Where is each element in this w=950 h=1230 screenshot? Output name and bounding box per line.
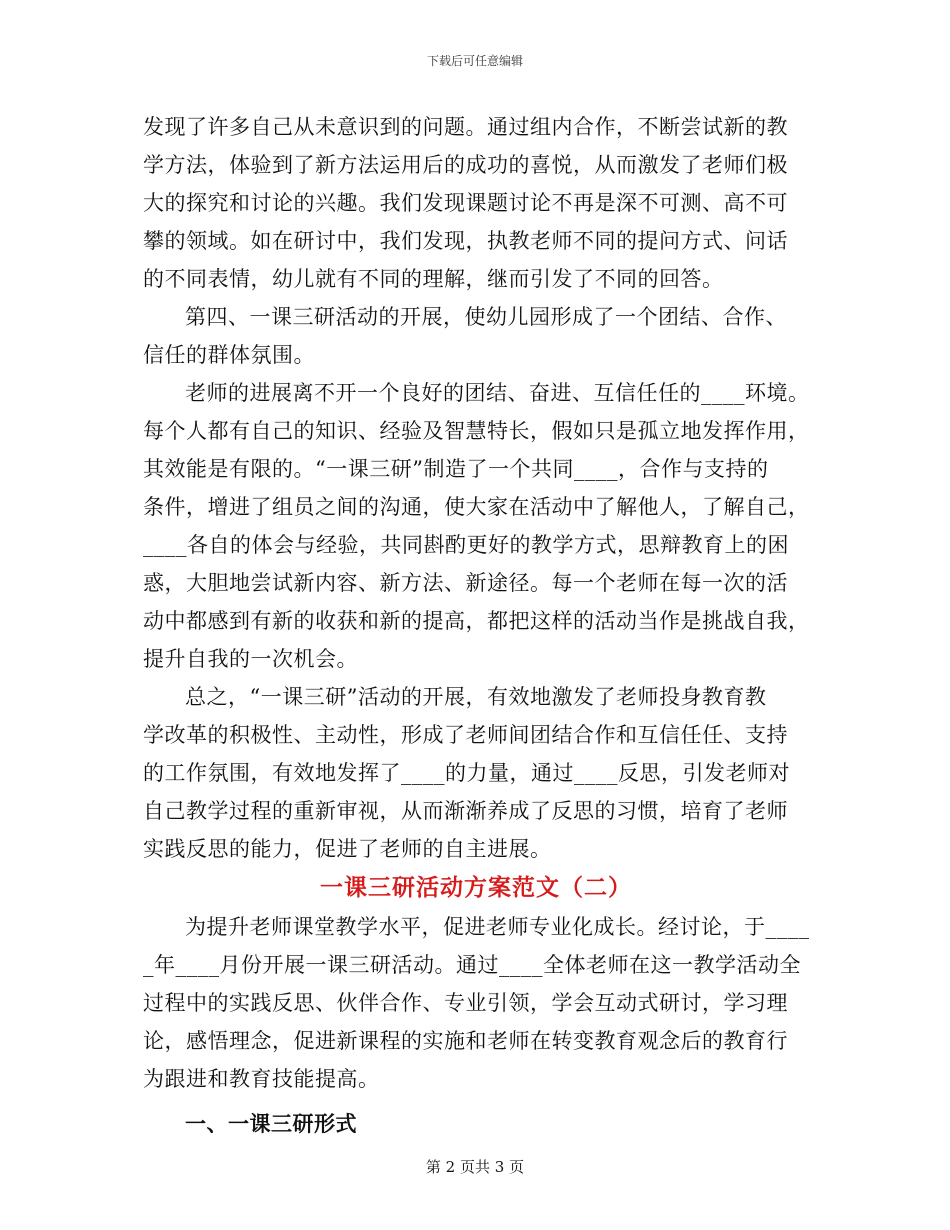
text-line: 学改革的积极性、主动性，形成了老师间团结合作和互信任任、支持 (143, 723, 788, 747)
text-line: 自己教学过程的重新审视，从而渐渐养成了反思的习惯，培育了老师 (143, 799, 788, 823)
text-line: 总之，“一课三研”活动的开展，有效地激发了老师投身教育教 (185, 685, 767, 709)
text-line: 过程中的实践反思、伙伴合作、专业引领，学会互动式研讨，学习理 (143, 991, 788, 1015)
text-line: 为跟进和教育技能提高。 (143, 1067, 380, 1091)
text-line: 信任的群体氛围。 (143, 343, 315, 367)
section-title: 一课三研活动方案范文（二） (320, 874, 632, 901)
text-line: 发现了许多自己从未意识到的问题。通过组内合作，不断尝试新的教 (143, 115, 788, 139)
text-line: 攀的领域。如在研讨中，我们发现，执教老师不同的提问方式、问话 (143, 229, 788, 253)
body-paragraphs (143, 108, 809, 868)
text-line: ____各自的体会与经验，共同斟酌更好的教学方式，思辩教育上的困 (143, 533, 789, 557)
text-line: 学方法，体验到了新方法运用后的成功的喜悦，从而激发了老师们极 (143, 153, 788, 177)
text-line: 条件，增进了组员之间的沟通，使大家在活动中了解他人，了解自己， (143, 495, 810, 519)
text-line: 大的探究和讨论的兴趣。我们发现课题讨论不再是深不可测、高不可 (143, 191, 788, 215)
text-line: 惑，大胆地尝试新内容、新方法、新途径。每一个老师在每一次的活 (143, 571, 788, 595)
section-paragraphs (143, 908, 809, 1098)
text-line: 第四、一课三研活动的开展，使幼儿园形成了一个团结、合作、 (185, 305, 787, 329)
text-line: _年____月份开展一课三研活动。通过____全体老师在这一教学活动全 (143, 953, 801, 977)
text-line: 为提升老师课堂教学水平，促进老师专业化成长。经讨论，于____ (185, 915, 810, 939)
text-line: 动中都感到有新的收获和新的提高，都把这样的活动当作是挑战自我， (143, 609, 810, 633)
header-note: 下载后可任意编辑 (426, 54, 523, 68)
page-number: 第 2 页共 3 页 (425, 1158, 525, 1176)
text-line: 实践反思的能力，促进了老师的自主进展。 (143, 837, 552, 861)
text-line: 每个人都有自己的知识、经验及智慧特长，假如只是孤立地发挥作用， (143, 419, 810, 443)
text-line: 提升自我的一次机会。 (143, 647, 358, 671)
text-line: 的工作氛围，有效地发挥了____的力量，通过____反思，引发老师对 (143, 761, 790, 785)
text-line: 的不同表情，幼儿就有不同的理解，继而引发了不同的回答。 (143, 267, 724, 291)
subheading: 一、一课三研形式 (185, 1111, 357, 1136)
text-line: 其效能是有限的。“一课三研”制造了一个共同____，合作与支持的 (143, 457, 769, 481)
document-body (143, 108, 809, 1144)
text-line: 老师的进展离不开一个良好的团结、奋进、互信任任的____环境。 (185, 381, 810, 405)
text-line: 论，感悟理念，促进新课程的实施和老师在转变教育观念后的教育行 (143, 1029, 788, 1053)
